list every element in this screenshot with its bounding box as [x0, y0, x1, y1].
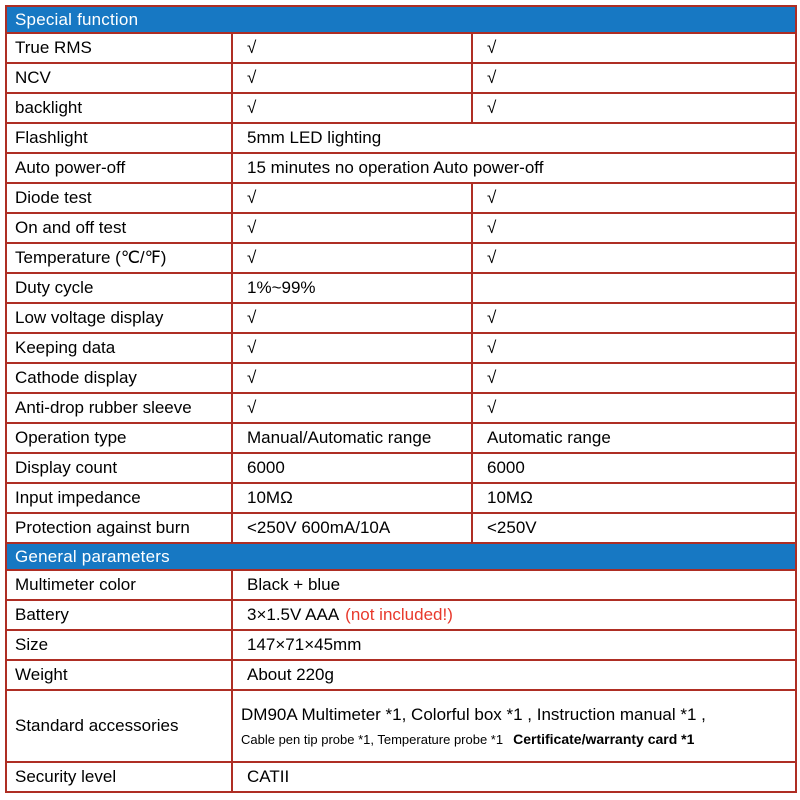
row-label: Protection against burn: [6, 513, 232, 543]
col1-value: Manual/Automatic range: [232, 423, 472, 453]
row-label: Cathode display: [6, 363, 232, 393]
table-row: [6, 123, 796, 153]
table-row: [6, 660, 796, 690]
spec-table: [5, 5, 797, 793]
col1-value: √: [232, 303, 472, 333]
table-row: [6, 243, 796, 273]
accessories-line2-normal: Cable pen tip probe *1, Temperature probe *1: [241, 732, 504, 747]
table-row: [6, 570, 796, 600]
row-value: Black + blue: [232, 570, 796, 600]
accessories-line1: DM90A Multimeter *1, Colorful box *1 , Instruction manual *1 ,: [241, 705, 706, 724]
col2-value: √: [472, 183, 796, 213]
row-label: NCV: [6, 63, 232, 93]
row-label: Multimeter color: [6, 570, 232, 600]
col2-value: √: [472, 213, 796, 243]
battery-warning: (not included!): [345, 605, 453, 624]
table-row: [6, 333, 796, 363]
table-row: [6, 63, 796, 93]
col2-value: √: [472, 93, 796, 123]
table-row: [6, 153, 796, 183]
row-label: Weight: [6, 660, 232, 690]
row-label: Low voltage display: [6, 303, 232, 333]
col1-value: √: [232, 63, 472, 93]
row-label: backlight: [6, 93, 232, 123]
row-label: Battery: [6, 600, 232, 630]
col1-value: √: [232, 213, 472, 243]
table-row: [6, 213, 796, 243]
table-row: [6, 303, 796, 333]
col1-value: 1%~99%: [232, 273, 472, 303]
row-label: Standard accessories: [6, 690, 232, 762]
col2-value: √: [472, 333, 796, 363]
col1-value: 6000: [232, 453, 472, 483]
table-row: [6, 762, 796, 792]
row-label: Operation type: [6, 423, 232, 453]
row-value: About 220g: [232, 660, 796, 690]
spanned-value: 5mm LED lighting: [232, 123, 796, 153]
table-row: [6, 423, 796, 453]
col1-value: √: [232, 363, 472, 393]
col1-value: √: [232, 183, 472, 213]
row-label: Anti-drop rubber sleeve: [6, 393, 232, 423]
col2-value: √: [472, 303, 796, 333]
row-label: Flashlight: [6, 123, 232, 153]
row-label: Temperature (℃/℉): [6, 243, 232, 273]
table-row: [6, 630, 796, 660]
col2-value: √: [472, 363, 796, 393]
table-row: [6, 453, 796, 483]
section-title: General parameters: [6, 543, 796, 570]
accessories-line2: [241, 731, 787, 747]
table-row: [6, 273, 796, 303]
row-label: Duty cycle: [6, 273, 232, 303]
table-row: [6, 483, 796, 513]
battery-value: 3×1.5V AAA: [247, 605, 340, 624]
table-row: [6, 33, 796, 63]
row-value: 147×71×45mm: [232, 630, 796, 660]
section-header-general: [6, 543, 796, 570]
col2-value: √: [472, 63, 796, 93]
table-row: [6, 690, 796, 762]
table-row: [6, 183, 796, 213]
col2-value: √: [472, 393, 796, 423]
col2-value: Automatic range: [472, 423, 796, 453]
table-row: [6, 93, 796, 123]
col1-value: √: [232, 333, 472, 363]
accessories-cell: [232, 690, 796, 762]
col2-value: √: [472, 33, 796, 63]
col2-value: √: [472, 243, 796, 273]
row-label: Input impedance: [6, 483, 232, 513]
col2-value: 10MΩ: [472, 483, 796, 513]
row-label: True RMS: [6, 33, 232, 63]
spanned-value: 15 minutes no operation Auto power-off: [232, 153, 796, 183]
col1-value: √: [232, 33, 472, 63]
row-label: Keeping data: [6, 333, 232, 363]
row-label: Size: [6, 630, 232, 660]
row-label: Security level: [6, 762, 232, 792]
table-row: [6, 513, 796, 543]
table-row: [6, 363, 796, 393]
col2-value: <250V: [472, 513, 796, 543]
row-value: [232, 600, 796, 630]
row-value: CATII: [232, 762, 796, 792]
col1-value: √: [232, 93, 472, 123]
table-row: [6, 600, 796, 630]
row-label: Auto power-off: [6, 153, 232, 183]
col1-value: 10MΩ: [232, 483, 472, 513]
row-label: Diode test: [6, 183, 232, 213]
row-label: Display count: [6, 453, 232, 483]
section-header-special: [6, 6, 796, 33]
table-row: [6, 393, 796, 423]
col1-value: √: [232, 243, 472, 273]
section-title: Special function: [6, 6, 796, 33]
col2-value: [472, 273, 796, 303]
col2-value: 6000: [472, 453, 796, 483]
col1-value: √: [232, 393, 472, 423]
accessories-line2-bold: Certificate/warranty card *1: [513, 731, 695, 747]
col1-value: <250V 600mA/10A: [232, 513, 472, 543]
row-label: On and off test: [6, 213, 232, 243]
